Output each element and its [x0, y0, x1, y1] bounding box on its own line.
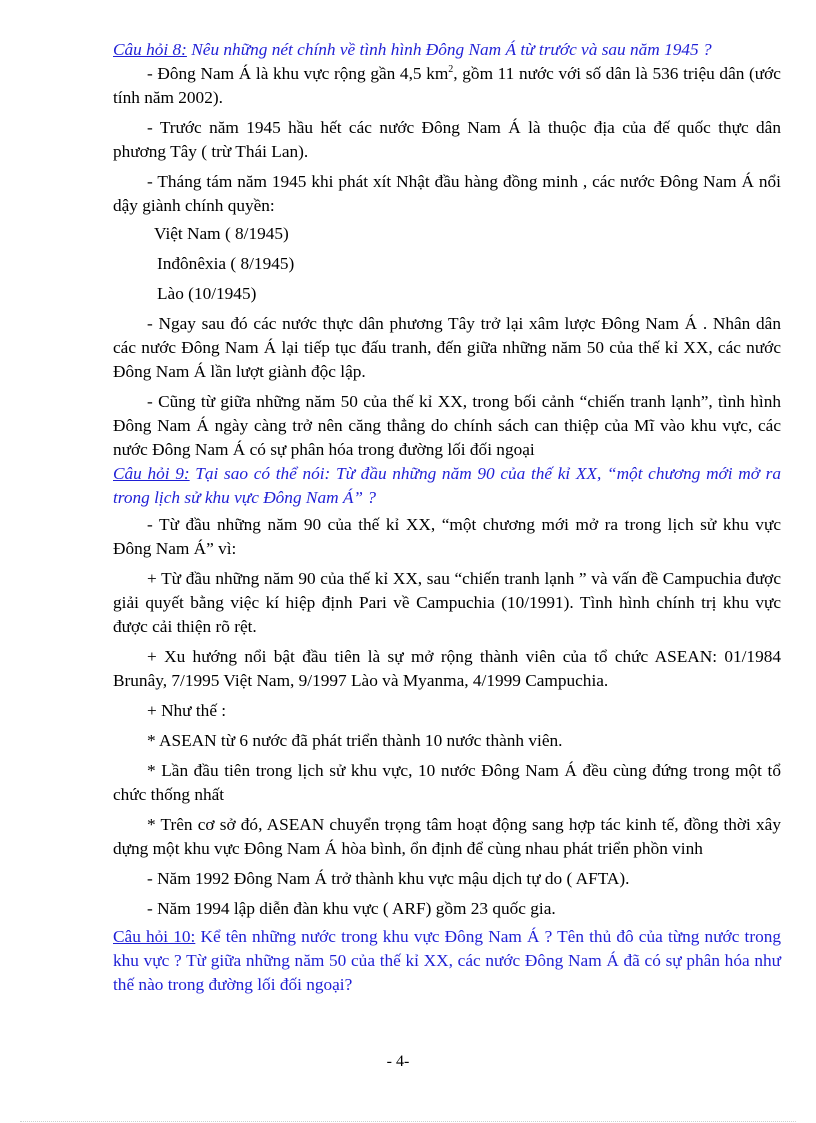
- country-item: Inđônêxia ( 8/1945): [157, 254, 295, 273]
- q9-answer-ten-members: * ASEAN từ 6 nước đã phát triển thành 10 nước thành viên.: [147, 731, 563, 750]
- page-content: [113, 38, 781, 997]
- question-10: [113, 925, 781, 997]
- question-8-label: Câu hỏi 8:: [113, 40, 187, 59]
- q8-answer-colonial: - Trước năm 1945 hầu hết các nước Đông Nam Á là thuộc địa của đế quốc thực dân phương Tây ( trừ Thái Lan).: [113, 118, 781, 161]
- q9-answer-economic-focus: * Trên cơ sở đó, ASEAN chuyển trọng tâm hoạt động sang hợp tác kinh tế, đồng thời xây dựng một khu vực Đông Nam Á hòa bình, ổn định để cùng nhau phát triển phồn vinh: [113, 815, 781, 858]
- q9-answer-cambodia: + Từ đầu những năm 90 của thế kỉ XX, sau “chiến tranh lạnh ” và vấn đề Campuchia được giải quyết bằng việc kí hiệp định Pari về Campuchia (10/1991). Tình hình chính trị khu vực được cải thiện rõ rệt.: [113, 569, 781, 636]
- question-10-text: Kể tên những nước trong khu vực Đông Nam Á ? Tên thủ đô của từng nước trong khu vực ? Từ giữa những năm 50 của thế kỉ XX, các nước Đông Nam Á đã có sự phân hóa như thế nào trong đường lối đối ngoại?: [113, 927, 781, 994]
- question-9-label: Câu hỏi 9:: [113, 464, 190, 483]
- q9-answer-unified: * Lần đầu tiên trong lịch sử khu vực, 10 nước Đông Nam Á đều cùng đứng trong một tổ chức thống nhất: [113, 761, 781, 804]
- superscript-2: 2: [448, 64, 454, 76]
- question-10-label: Câu hỏi 10:: [113, 927, 196, 946]
- q8-answer-area: [113, 62, 781, 110]
- q8-answer-uprising: - Tháng tám năm 1945 khi phát xít Nhật đầu hàng đồng minh , các nước Đông Nam Á nổi dậy giành chính quyền:: [113, 172, 781, 215]
- q8-answer-area-text-end: , gồm 11 nước với số dân là 536 triệu dân (ước tính năm 2002).: [113, 64, 781, 107]
- q9-answer-afta: - Năm 1992 Đông Nam Á trở thành khu vực mậu dịch tự do ( AFTA).: [147, 869, 630, 888]
- q8-answer-cold-war: - Cũng từ giữa những năm 50 của thế kỉ XX, trong bối cảnh “chiến tranh lạnh”, tình hình Đông Nam Á ngày càng trở nên căng thẳng do chính sách can thiệp của Mĩ vào khu vực, các nước Đông Nam Á có sự phân hóa trong đường lối đối ngoại: [113, 392, 781, 459]
- question-8-text: Nêu những nét chính về tình hình Đông Nam Á từ trước và sau năm 1945 ?: [186, 40, 712, 59]
- q8-answer-area-text: - Đông Nam Á là khu vực rộng gần 4,5 km: [147, 64, 449, 83]
- page-bottom-border: [20, 1121, 796, 1122]
- question-9: [113, 462, 781, 510]
- q9-answer-asean-expansion: + Xu hướng nổi bật đầu tiên là sự mở rộng thành viên của tổ chức ASEAN: 01/1984 Brunây, 7/1995 Việt Nam, 9/1997 Lào và Myanma, 4/1999 Campuchia.: [113, 647, 781, 690]
- q9-answer-intro: - Từ đầu những năm 90 của thế kỉ XX, “một chương mới mở ra trong lịch sử khu vực Đông Nam Á” vì:: [113, 515, 781, 558]
- q9-answer-arf: - Năm 1994 lập diễn đàn khu vực ( ARF) gồm 23 quốc gia.: [147, 899, 556, 918]
- page-footer: [0, 1053, 816, 1071]
- q8-answer-independence: - Ngay sau đó các nước thực dân phương Tây trở lại xâm lược Đông Nam Á . Nhân dân các nước Đông Nam Á lại tiếp tục đấu tranh, đến giữa những năm 50 của thế kỉ XX, các nước Đông Nam Á lần lượt giành độc lập.: [113, 314, 781, 381]
- country-item: Lào (10/1945): [157, 284, 257, 303]
- question-8: [113, 38, 781, 62]
- q9-answer-thus: + Như thế :: [147, 701, 227, 720]
- question-9-text: Tại sao có thể nói: Từ đầu những năm 90 của thế kỉ XX, “một chương mới mở ra trong lịch sử khu vực Đông Nam Á” ?: [113, 464, 781, 507]
- page-number: - 4-: [386, 1053, 410, 1070]
- country-item: Việt Nam ( 8/1945): [154, 224, 289, 243]
